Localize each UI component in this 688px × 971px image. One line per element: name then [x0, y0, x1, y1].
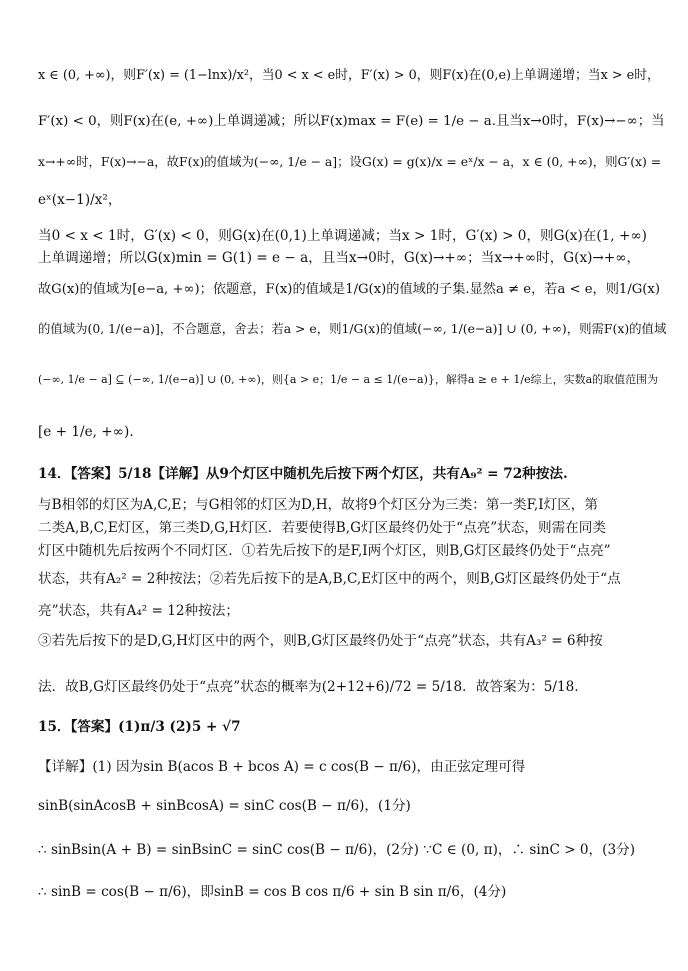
text-line: ∴ sinBsin(A + B) = sinBsinC = sinC cos(B − π/6)，(2分) ∵C ∈ (0, π)，∴ sinC > 0，(3分) [38, 842, 636, 858]
text-line: x→+∞时，F(x)→−a，故F(x)的值域为(−∞, 1/e − a]；设G(x) = g(x)/x = eˣ/x − a，x ∈ (0, +∞)，则G′(x) = [38, 154, 662, 169]
text-line: ③若先后按下的是D,G,H灯区中的两个，则B,G灯区最终仍处于“点亮”状态，共有A₃² = 6种按 [38, 633, 603, 649]
text-line: 灯区中随机先后按两个不同灯区．①若先后按下的是F,I两个灯区，则B,G灯区最终仍处于“点亮” [38, 543, 611, 559]
text-line: 二类A,B,C,E灯区，第三类D,G,H灯区．若要使得B,G灯区最终仍处于“点亮”状态，则需在同类 [38, 520, 606, 536]
text-line: [e + 1/e, +∞). [38, 424, 134, 440]
text-line: (−∞, 1/e − a] ⊆ (−∞, 1/(e−a)] ∪ (0, +∞)，则{a > e；1/e − a ≤ 1/(e−a)}，解得a ≥ e + 1/e综上，实数a的取值范围为 [38, 373, 659, 386]
text-line: F′(x) < 0，则F(x)在(e, +∞)上单调递减；所以F(x)max = F(e) = 1/e − a.且当x→0时，F(x)→−∞；当 [38, 114, 665, 129]
text-line: 当0 < x < 1时，G′(x) < 0，则G(x)在(0,1)上单调递减；当x > 1时，G′(x) > 0，则G(x)在(1, +∞) [38, 228, 647, 244]
text-line: 【详解】(1) 因为sin B(acos B + bcos A) = c cos(B − π/6)，由正弦定理可得 [38, 759, 526, 775]
question-14-answer: 14．【答案】5/18【详解】从9个灯区中随机先后按下两个灯区，共有A₉² = 72种按法. [38, 466, 568, 482]
text-line: 的值域为(0, 1/(e−a)]，不合题意，舍去；若a > e，则1/G(x)的值域(−∞, 1/(e−a)] ∪ (0, +∞)，则需F(x)的值域 [38, 321, 667, 336]
text-line: eˣ(x−1)/x²， [38, 192, 122, 208]
text-line: ∴ sinB = cos(B − π/6)，即sinB = cos B cos π/6 + sin B sin π/6，(4分) [38, 884, 507, 900]
text-line: 法．故B,G灯区最终仍处于“点亮”状态的概率为(2+12+6)/72 = 5/18．故答案为：5/18. [38, 679, 579, 695]
text-line: x ∈ (0, +∞)，则F′(x) = (1−lnx)/x²，当0 < x < e时，F′(x) > 0，则F(x)在(0,e)上单调递增；当x > e时， [38, 68, 660, 83]
text-line: 状态，共有A₂² = 2种按法；②若先后按下的是A,B,C,E灯区中的两个，则B,G灯区最终仍处于“点 [38, 571, 621, 587]
question-15-answer: 15．【答案】(1)π/3 (2)5 + √7 [38, 719, 241, 735]
text-line: 上单调递增；所以G(x)min = G(1) = e − a，且当x→0时，G(x)→+∞；当x→+∞时，G(x)→+∞， [38, 250, 641, 266]
text-line: 故G(x)的值域为[e−a, +∞)；依题意，F(x)的值域是1/G(x)的值域的子集.显然a ≠ e，若a < e，则1/G(x) [38, 282, 661, 297]
text-line: 亮”状态，共有A₄² = 12种按法； [38, 603, 239, 619]
text-line: 与B相邻的灯区为A,C,E；与G相邻的灯区为D,H，故将9个灯区分为三类：第一类F,I灯区，第 [38, 497, 598, 513]
text-line: sinB(sinAcosB + sinBcosA) = sinC cos(B − π/6)，(1分) [38, 798, 411, 814]
